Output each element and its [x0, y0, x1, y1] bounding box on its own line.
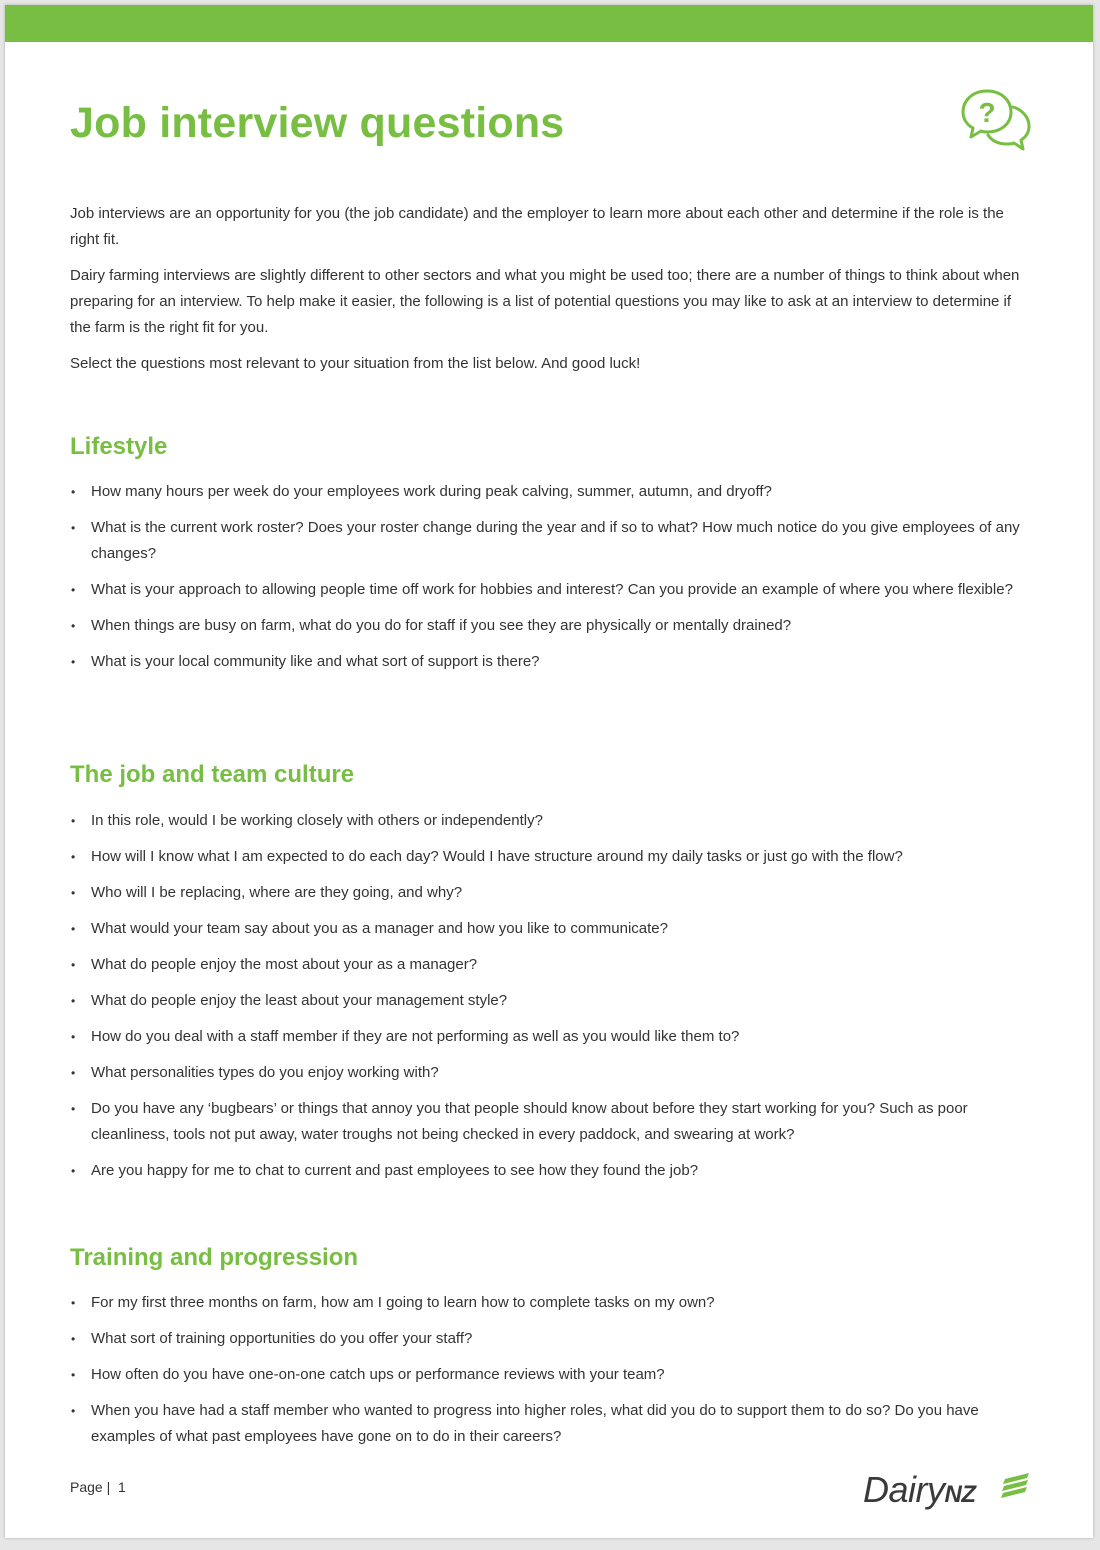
bullet-icon: •: [71, 1368, 76, 1382]
list-item: • Who will I be replacing, where are they going, and why?: [70, 880, 1035, 906]
bullet-icon: •: [71, 1296, 76, 1310]
list-item: • What do people enjoy the least about your management style?: [70, 988, 1035, 1014]
list-item: • What do people enjoy the most about your as a manager?: [70, 952, 1035, 978]
bullet-icon: •: [71, 922, 76, 936]
question-list-training: [70, 1290, 1035, 1460]
bullet-icon: •: [71, 994, 76, 1008]
bullet-icon: •: [71, 619, 76, 633]
bullet-icon: •: [71, 1404, 76, 1418]
page-title: Job interview questions: [70, 99, 565, 147]
page-number-value: 1: [118, 1479, 126, 1495]
list-item: • In this role, would I be working closely with others or independently?: [70, 808, 1035, 834]
bullet-icon: •: [71, 521, 76, 535]
list-item: • What sort of training opportunities do you offer your staff?: [70, 1326, 1035, 1352]
document-page: [5, 5, 1093, 1538]
page-number: [70, 1479, 126, 1495]
question-list-team-culture: [70, 808, 1035, 1194]
bullet-icon: •: [71, 850, 76, 864]
list-item: • What is your approach to allowing people time off work for hobbies and interest? Can you provide an example of where you where flexible?: [70, 577, 1035, 603]
list-item: • Are you happy for me to chat to current and past employees to see how they found the job?: [70, 1158, 1035, 1184]
list-item: • How often do you have one-on-one catch ups or performance reviews with your team?: [70, 1362, 1035, 1388]
bullet-icon: •: [71, 1066, 76, 1080]
bullet-icon: •: [71, 1164, 76, 1178]
dairynz-logo: [863, 1467, 1038, 1517]
bullet-icon: •: [71, 1030, 76, 1044]
list-item: • For my first three months on farm, how am I going to learn how to complete tasks on my own?: [70, 1290, 1035, 1316]
list-item: • What personalities types do you enjoy working with?: [70, 1060, 1035, 1086]
bullet-icon: •: [71, 1102, 76, 1116]
bullet-icon: •: [71, 958, 76, 972]
svg-text:?: ?: [978, 97, 996, 128]
section-title-lifestyle: Lifestyle: [70, 433, 168, 460]
list-item: • How do you deal with a staff member if they are not performing as well as you would like them to?: [70, 1024, 1035, 1050]
logo-wordmark: DairyNZ: [863, 1469, 976, 1510]
intro-paragraph: Dairy farming interviews are slightly different to other sectors and what you might be used too; there are a number of things to think about when preparing for an interview. To help make it easier, the following is a list of potential questions you may like to ask at an interview to determine if the farm is the right fit for you.: [70, 267, 1020, 336]
bullet-icon: •: [71, 886, 76, 900]
list-item: • What is your local community like and what sort of support is there?: [70, 649, 1035, 675]
list-item: • When things are busy on farm, what do you do for staff if you see they are physically or mentally drained?: [70, 613, 1035, 639]
list-item: • What would your team say about you as a manager and how you like to communicate?: [70, 916, 1035, 942]
top-green-bar: [5, 5, 1093, 42]
logo-swoosh-icon: [1001, 1471, 1031, 1499]
list-item: • When you have had a staff member who wanted to progress into higher roles, what did you do to support them to do so? Do you have examples of what past employees have gone on to do in their careers?: [70, 1398, 1035, 1450]
list-item: • What is the current work roster? Does your roster change during the year and if so to what? How much notice do you give employees of any changes?: [70, 515, 1035, 567]
bullet-icon: •: [71, 583, 76, 597]
question-list-lifestyle: [70, 479, 1035, 685]
question-speech-bubbles-icon: [957, 85, 1032, 160]
section-title-training: Training and progression: [70, 1244, 359, 1271]
bullet-icon: •: [71, 655, 76, 669]
list-item: • How many hours per week do your employees work during peak calving, summer, autumn, and dryoff?: [70, 479, 1035, 505]
bullet-icon: •: [71, 814, 76, 828]
section-title-team-culture: The job and team culture: [70, 761, 355, 788]
list-item: • Do you have any ‘bugbears’ or things that annoy you that people should know about before they start working for you? Such as poor cleanliness, tools not put away, water troughs not being checked in every paddock, and swearing at work?: [70, 1096, 1035, 1148]
bullet-icon: •: [71, 1332, 76, 1346]
bullet-icon: •: [71, 485, 76, 499]
intro-text: [70, 201, 1030, 387]
intro-paragraph: Select the questions most relevant to your situation from the list below. And good luck!: [70, 355, 641, 372]
page-label: Page |: [70, 1479, 111, 1495]
intro-paragraph: Job interviews are an opportunity for you (the job candidate) and the employer to learn more about each other and determine if the role is the right fit.: [70, 205, 1004, 248]
list-item: • How will I know what I am expected to do each day? Would I have structure around my daily tasks or just go with the flow?: [70, 844, 1035, 870]
